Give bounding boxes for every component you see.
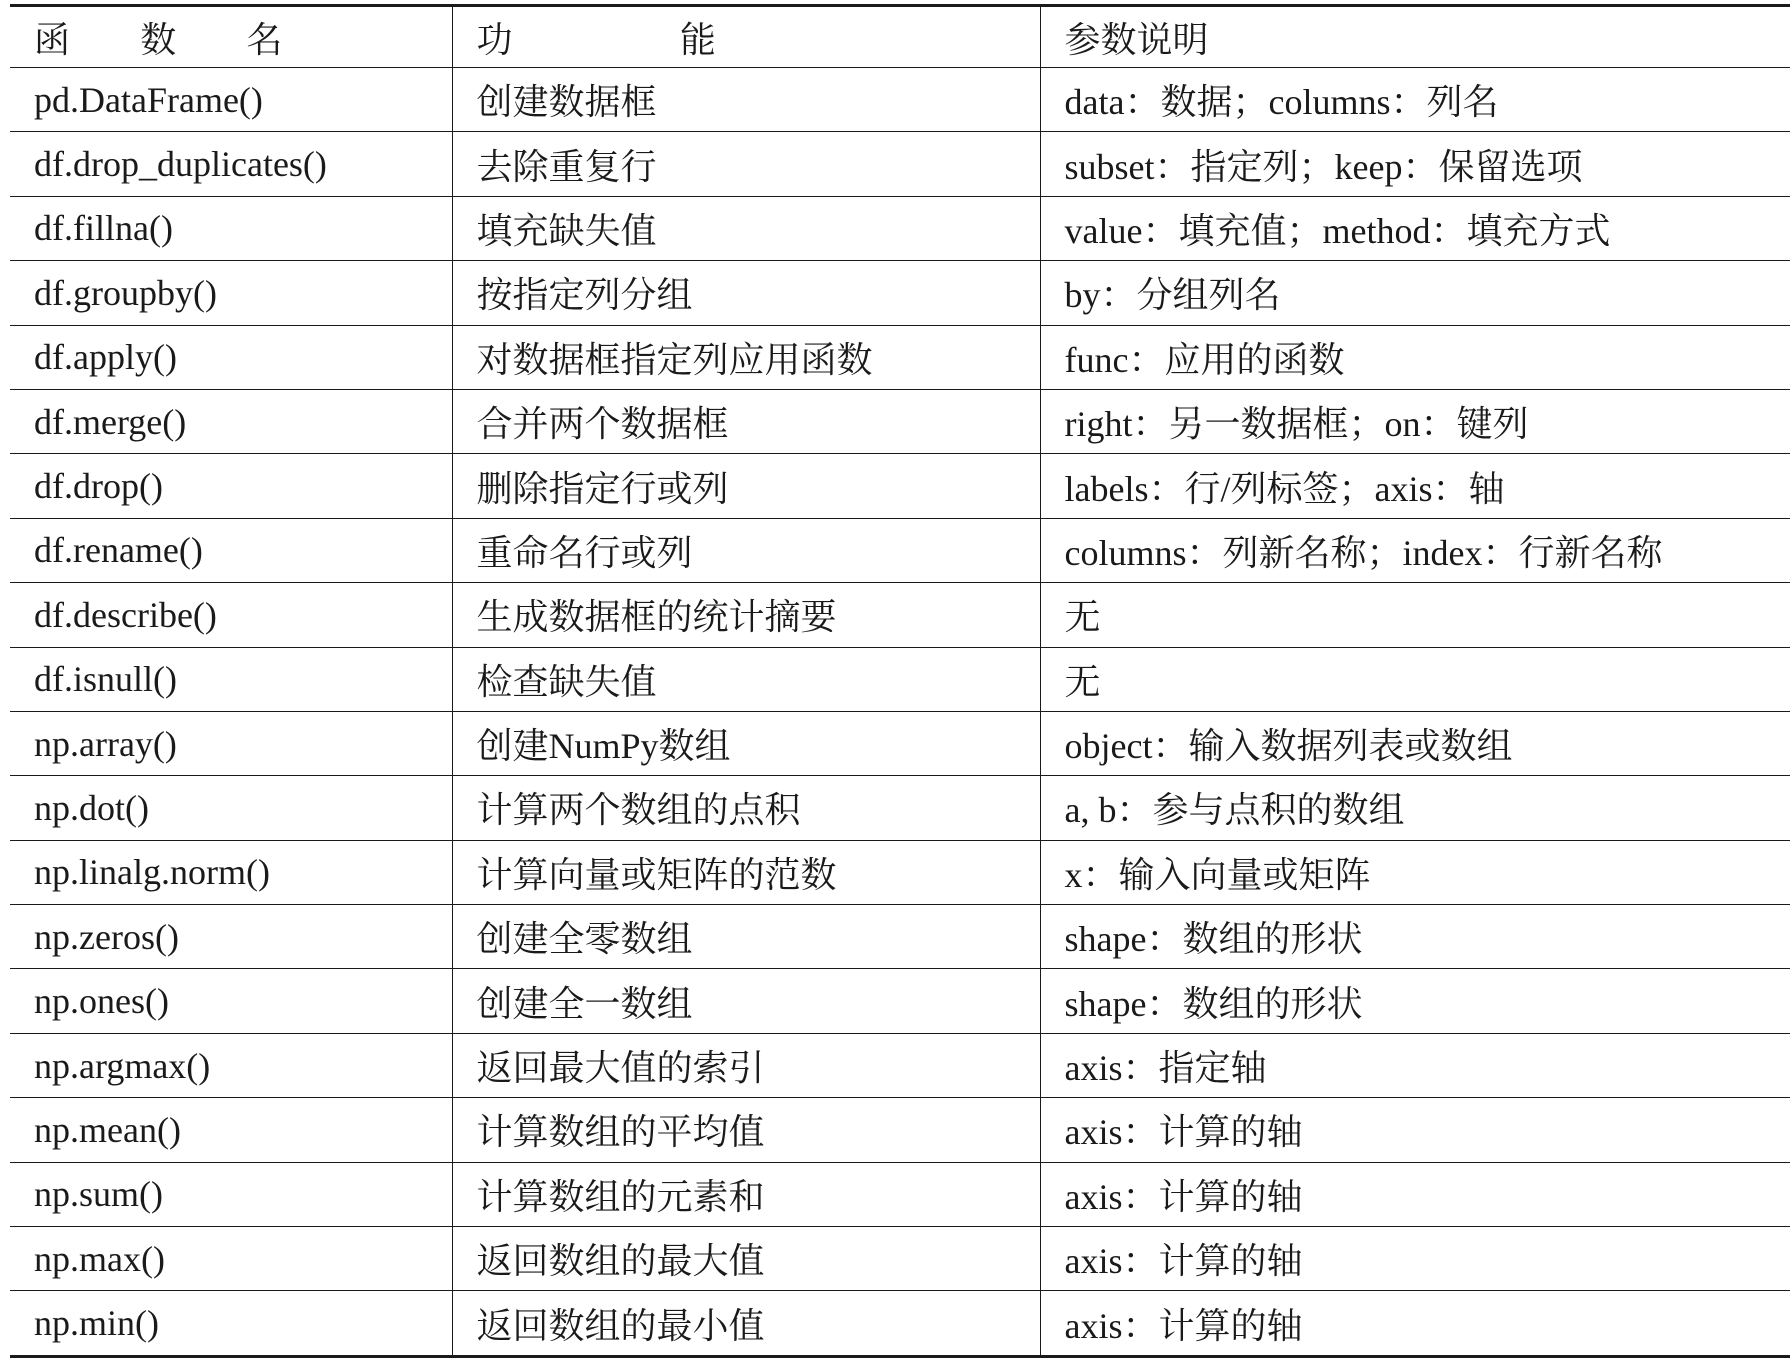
table-row xyxy=(10,1291,1790,1356)
table-row xyxy=(10,1033,1790,1097)
function-table-container xyxy=(10,4,1790,1358)
cell-function-desc: 去除重复行 xyxy=(452,132,1040,196)
cell-function-name: np.ones() xyxy=(10,969,452,1033)
cell-function-name: np.sum() xyxy=(10,1162,452,1226)
table-row xyxy=(10,196,1790,260)
cell-function-desc: 返回数组的最大值 xyxy=(452,1227,1040,1291)
cell-function-name: df.groupby() xyxy=(10,261,452,325)
cell-params: axis：计算的轴 xyxy=(1040,1227,1790,1291)
cell-function-desc: 创建NumPy数组 xyxy=(452,711,1040,775)
cell-params: labels：行/列标签；axis：轴 xyxy=(1040,454,1790,518)
cell-params: shape：数组的形状 xyxy=(1040,905,1790,969)
table-header xyxy=(10,6,1790,68)
cell-function-name: np.dot() xyxy=(10,776,452,840)
cell-params: axis：计算的轴 xyxy=(1040,1162,1790,1226)
table-row xyxy=(10,647,1790,711)
cell-function-name: pd.DataFrame() xyxy=(10,68,452,132)
cell-params: 无 xyxy=(1040,647,1790,711)
table-row xyxy=(10,905,1790,969)
cell-function-desc: 计算向量或矩阵的范数 xyxy=(452,840,1040,904)
table-row xyxy=(10,711,1790,775)
cell-params: x：输入向量或矩阵 xyxy=(1040,840,1790,904)
table-row xyxy=(10,454,1790,518)
cell-function-name: df.describe() xyxy=(10,583,452,647)
cell-function-desc: 创建全零数组 xyxy=(452,905,1040,969)
cell-function-name: np.array() xyxy=(10,711,452,775)
cell-function-name: np.mean() xyxy=(10,1098,452,1162)
cell-function-name: np.zeros() xyxy=(10,905,452,969)
cell-params: subset：指定列；keep：保留选项 xyxy=(1040,132,1790,196)
cell-params: by：分组列名 xyxy=(1040,261,1790,325)
table-row xyxy=(10,1162,1790,1226)
cell-params: a, b：参与点积的数组 xyxy=(1040,776,1790,840)
cell-function-name: np.max() xyxy=(10,1227,452,1291)
table-row xyxy=(10,261,1790,325)
cell-function-name: df.rename() xyxy=(10,518,452,582)
cell-params: 无 xyxy=(1040,583,1790,647)
cell-params: columns：列新名称；index：行新名称 xyxy=(1040,518,1790,582)
cell-function-name: df.drop() xyxy=(10,454,452,518)
cell-function-name: df.apply() xyxy=(10,325,452,389)
cell-function-desc: 创建全一数组 xyxy=(452,969,1040,1033)
cell-function-desc: 创建数据框 xyxy=(452,68,1040,132)
cell-params: axis：计算的轴 xyxy=(1040,1098,1790,1162)
cell-function-desc: 返回最大值的索引 xyxy=(452,1033,1040,1097)
table-row xyxy=(10,389,1790,453)
table-row xyxy=(10,325,1790,389)
header-row xyxy=(10,6,1790,68)
cell-params: axis：计算的轴 xyxy=(1040,1291,1790,1356)
cell-function-desc: 返回数组的最小值 xyxy=(452,1291,1040,1356)
cell-params: object：输入数据列表或数组 xyxy=(1040,711,1790,775)
cell-function-desc: 生成数据框的统计摘要 xyxy=(452,583,1040,647)
cell-function-name: np.linalg.norm() xyxy=(10,840,452,904)
table-row xyxy=(10,1098,1790,1162)
cell-params: right：另一数据框；on：键列 xyxy=(1040,389,1790,453)
table-row xyxy=(10,518,1790,582)
cell-function-name: np.argmax() xyxy=(10,1033,452,1097)
cell-function-desc: 删除指定行或列 xyxy=(452,454,1040,518)
cell-function-desc: 重命名行或列 xyxy=(452,518,1040,582)
header-params: 参数说明 xyxy=(1040,6,1790,68)
cell-params: data：数据；columns：列名 xyxy=(1040,68,1790,132)
table-row xyxy=(10,68,1790,132)
header-function-name: 函 数 名 xyxy=(34,19,313,60)
cell-function-name: df.fillna() xyxy=(10,196,452,260)
table-row xyxy=(10,1227,1790,1291)
cell-function-desc: 计算数组的平均值 xyxy=(452,1098,1040,1162)
function-table xyxy=(10,4,1790,1358)
cell-params: axis：指定轴 xyxy=(1040,1033,1790,1097)
table-row xyxy=(10,840,1790,904)
cell-function-name: df.isnull() xyxy=(10,647,452,711)
table-row xyxy=(10,776,1790,840)
cell-params: value：填充值；method：填充方式 xyxy=(1040,196,1790,260)
cell-function-desc: 检查缺失值 xyxy=(452,647,1040,711)
table-row xyxy=(10,969,1790,1033)
cell-function-desc: 计算数组的元素和 xyxy=(452,1162,1040,1226)
cell-function-name: df.drop_duplicates() xyxy=(10,132,452,196)
cell-function-desc: 填充缺失值 xyxy=(452,196,1040,260)
header-function: 功 能 xyxy=(452,6,1040,68)
cell-function-desc: 合并两个数据框 xyxy=(452,389,1040,453)
cell-function-name: np.min() xyxy=(10,1291,452,1356)
cell-params: func：应用的函数 xyxy=(1040,325,1790,389)
table-row xyxy=(10,132,1790,196)
cell-function-desc: 对数据框指定列应用函数 xyxy=(452,325,1040,389)
cell-function-name: df.merge() xyxy=(10,389,452,453)
table-body xyxy=(10,68,1790,1357)
cell-function-desc: 计算两个数组的点积 xyxy=(452,776,1040,840)
table-row xyxy=(10,583,1790,647)
cell-function-desc: 按指定列分组 xyxy=(452,261,1040,325)
cell-params: shape：数组的形状 xyxy=(1040,969,1790,1033)
